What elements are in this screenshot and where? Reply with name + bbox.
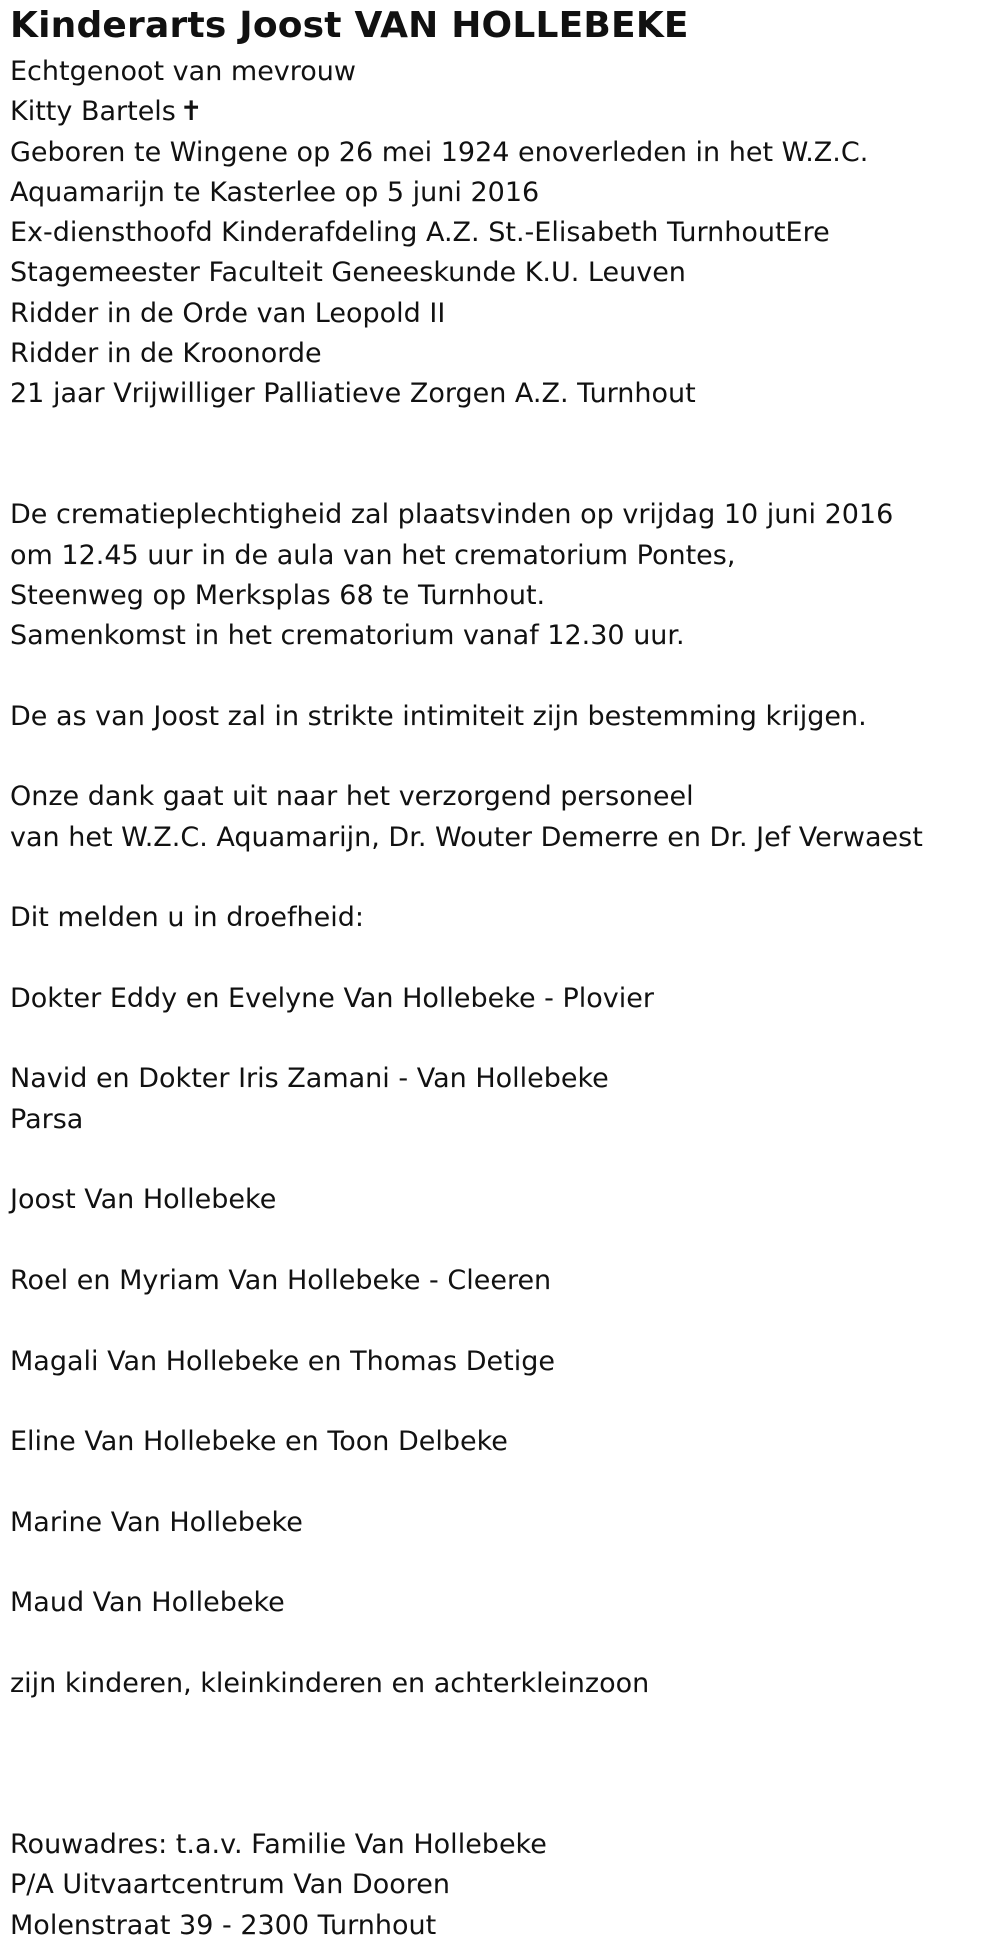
family-member: Maud Van Hollebeke	[10, 1587, 285, 1619]
family-member: Dokter Eddy en Evelyne Van Hollebeke - Plovier	[10, 982, 654, 1014]
intro-line: Ex-diensthoofd Kinderafdeling A.Z. St.-Elisabeth TurnhoutEre	[10, 217, 830, 249]
spacer	[10, 1221, 990, 1261]
intro-line: Ridder in de Kroonorde	[10, 338, 322, 370]
ceremony-line: Steenweg op Merksplas 68 te Turnhout.	[10, 579, 546, 611]
address-section	[10, 1825, 990, 1946]
intro-line: 21 jaar Vrijwilliger Palliatieve Zorgen A.Z. Turnhout	[10, 378, 696, 410]
family-member: Joost Van Hollebeke	[10, 1184, 277, 1216]
intro-line: Stagemeester Faculteit Geneeskunde K.U. Leuven	[10, 257, 686, 289]
spacer	[10, 415, 990, 455]
spacer	[10, 455, 990, 495]
family-intro: Dit melden u in droefheid:	[10, 902, 364, 934]
ceremony-line: De crematieplechtigheid zal plaatsvinden op vrijdag 10 juni 2016	[10, 499, 894, 531]
address-line: P/A Uitvaartcentrum Van Dooren	[10, 1869, 450, 1901]
address-line: Rouwadres: t.a.v. Familie Van Hollebeke	[10, 1829, 547, 1861]
spouse-name: Kitty Bartels	[10, 96, 176, 128]
family-member: Roel en Myriam Van Hollebeke - Cleeren	[10, 1264, 552, 1296]
spacer	[10, 858, 990, 898]
latin-cross-icon: ✝	[179, 96, 203, 128]
spacer	[10, 1624, 990, 1664]
page-title: Kinderarts Joost VAN HOLLEBEKE	[10, 5, 689, 46]
spacer	[10, 1785, 990, 1825]
spacer	[10, 1543, 990, 1583]
obituary-document	[10, 0, 990, 1946]
spouse-name-line	[10, 92, 990, 132]
spacer	[10, 1301, 990, 1341]
intro-line: Aquamarijn te Kasterlee op 5 juni 2016	[10, 176, 540, 208]
ceremony-line: om 12.45 uur in de aula van het crematorium Pontes,	[10, 539, 736, 571]
thanks-line: Onze dank gaat uit naar het verzorgend personeel	[10, 781, 694, 813]
ceremony-line: Samenkomst in het crematorium vanaf 12.30 uur.	[10, 620, 685, 652]
spacer	[10, 1462, 990, 1502]
family-closing: zijn kinderen, kleinkinderen en achterkleinzoon	[10, 1667, 650, 1699]
family-member: Magali Van Hollebeke en Thomas Detige	[10, 1345, 555, 1377]
family-member: Parsa	[10, 1103, 84, 1135]
intro-line: Ridder in de Orde van Leopold II	[10, 297, 446, 329]
spacer	[10, 1382, 990, 1422]
thanks-section	[10, 777, 990, 858]
family-member: Navid en Dokter Iris Zamani - Van Hollebeke	[10, 1063, 609, 1095]
ashes-line: De as van Joost zal in strikte intimiteit zijn bestemming krijgen.	[10, 700, 867, 732]
address-line: Molenstraat 39 - 2300 Turnhout	[10, 1909, 437, 1941]
family-member: Marine Van Hollebeke	[10, 1506, 303, 1538]
spacer	[10, 939, 990, 979]
spacer	[10, 1019, 990, 1059]
spacer	[10, 1704, 990, 1744]
ceremony-section	[10, 495, 990, 737]
intro-line: Geboren te Wingene op 26 mei 1924 enoverleden in het W.Z.C.	[10, 136, 869, 168]
family-member: Eline Van Hollebeke en Toon Delbeke	[10, 1426, 508, 1458]
intro-section	[10, 52, 990, 415]
spacer	[10, 1140, 990, 1180]
thanks-line: van het W.Z.C. Aquamarijn, Dr. Wouter Demerre en Dr. Jef Verwaest	[10, 821, 923, 853]
family-section	[10, 898, 990, 1704]
spacer	[10, 1744, 990, 1784]
spouse-line: Echtgenoot van mevrouw	[10, 56, 357, 87]
spacer	[10, 656, 990, 696]
spacer	[10, 737, 990, 777]
